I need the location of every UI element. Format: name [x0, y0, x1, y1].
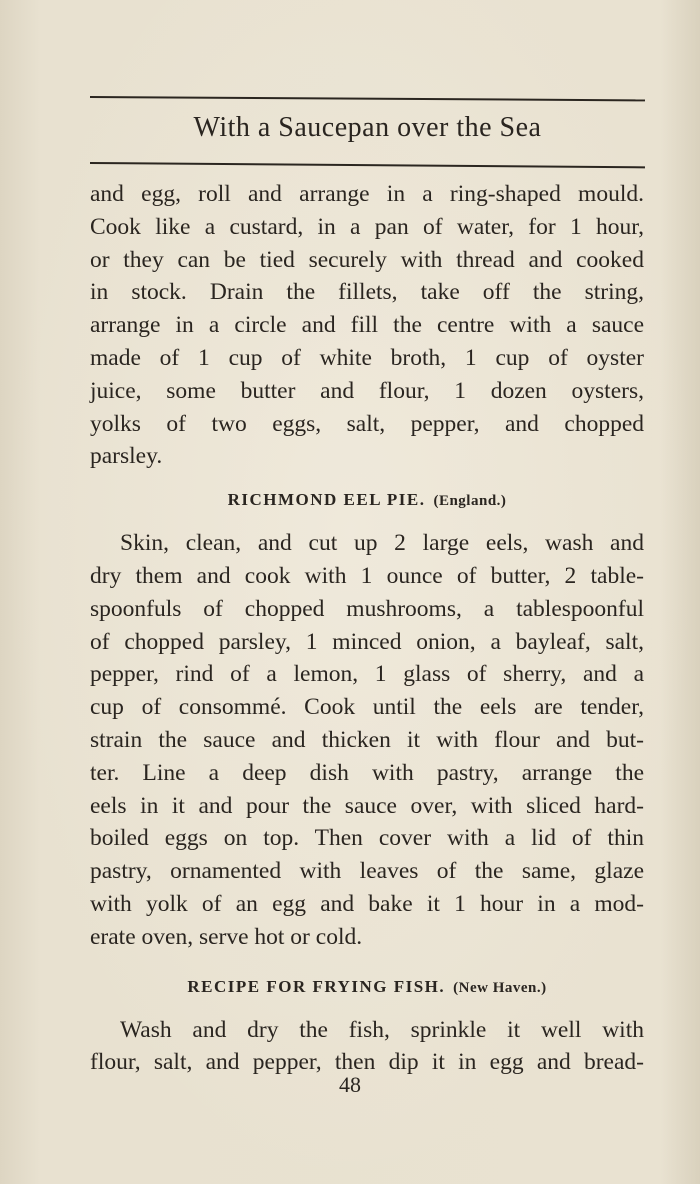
page-body — [90, 178, 644, 1079]
text-line: pepper, rind of a lemon, 1 glass of sherry, and a — [90, 661, 644, 688]
recipe-title: RECIPE FOR FRYING FISH. — [187, 976, 446, 996]
text-line: of chopped parsley, 1 minced onion, a bayleaf, salt, — [90, 628, 644, 655]
text-line: dry them and cook with 1 ounce of butter, 2 table- — [90, 562, 644, 589]
text-line: ter. Line a deep dish with pastry, arrange the — [90, 759, 644, 786]
text-line: parsley. — [90, 443, 163, 470]
page-number: 48 — [339, 1072, 361, 1097]
recipe-origin: (New Haven.) — [453, 979, 547, 996]
text-line: spoonfuls of chopped mushrooms, a tablespoonful — [90, 595, 644, 622]
text-line: boiled eggs on top. Then cover with a lid of thin — [90, 825, 644, 852]
recipe-paragraph-frying-fish — [90, 1014, 644, 1080]
header-rule-bottom — [90, 162, 645, 168]
text-line: Cook like a custard, in a pan of water, for 1 hour, — [90, 213, 644, 240]
text-line: eels in it and pour the sauce over, with sliced hard- — [90, 792, 644, 819]
continued-paragraph — [90, 178, 644, 473]
text-line: or they can be tied securely with thread and cooked — [90, 246, 644, 273]
running-head: With a Saucepan over the Sea — [193, 112, 542, 143]
text-line: Wash and dry the fish, sprinkle it well with — [120, 1016, 644, 1043]
text-line: strain the sauce and thicken it with flour and but- — [90, 726, 644, 753]
text-line: arrange in a circle and fill the centre with a sauce — [90, 312, 644, 339]
text-line: pastry, ornamented with leaves of the same, glaze — [90, 858, 644, 885]
text-line: cup of consommé. Cook until the eels are tender, — [90, 694, 644, 721]
text-line: erate oven, serve hot or cold. — [90, 923, 363, 950]
text-line: Skin, clean, and cut up 2 large eels, wash and — [120, 530, 644, 557]
recipe-heading-frying-fish — [90, 972, 644, 1002]
text-line: yolks of two eggs, salt, pepper, and chopped — [90, 410, 644, 437]
text-line: and egg, roll and arrange in a ring-shaped mould. — [90, 181, 644, 207]
text-line: made of 1 cup of white broth, 1 cup of oyster — [90, 344, 644, 371]
text-line: in stock. Drain the fillets, take off the string, — [90, 279, 644, 306]
recipe-heading-richmond-eel-pie — [90, 485, 644, 515]
text-line: flour, salt, and pepper, then dip it in egg and bread- — [90, 1049, 644, 1076]
text-line: juice, some butter and flour, 1 dozen oysters, — [90, 377, 644, 404]
recipe-title: RICHMOND EEL PIE. — [227, 490, 426, 510]
text-line: with yolk of an egg and bake it 1 hour in a mod- — [90, 890, 644, 917]
recipe-origin: (England.) — [433, 493, 507, 510]
header-rule-top — [90, 96, 645, 101]
recipe-paragraph-richmond-eel-pie — [90, 527, 644, 953]
